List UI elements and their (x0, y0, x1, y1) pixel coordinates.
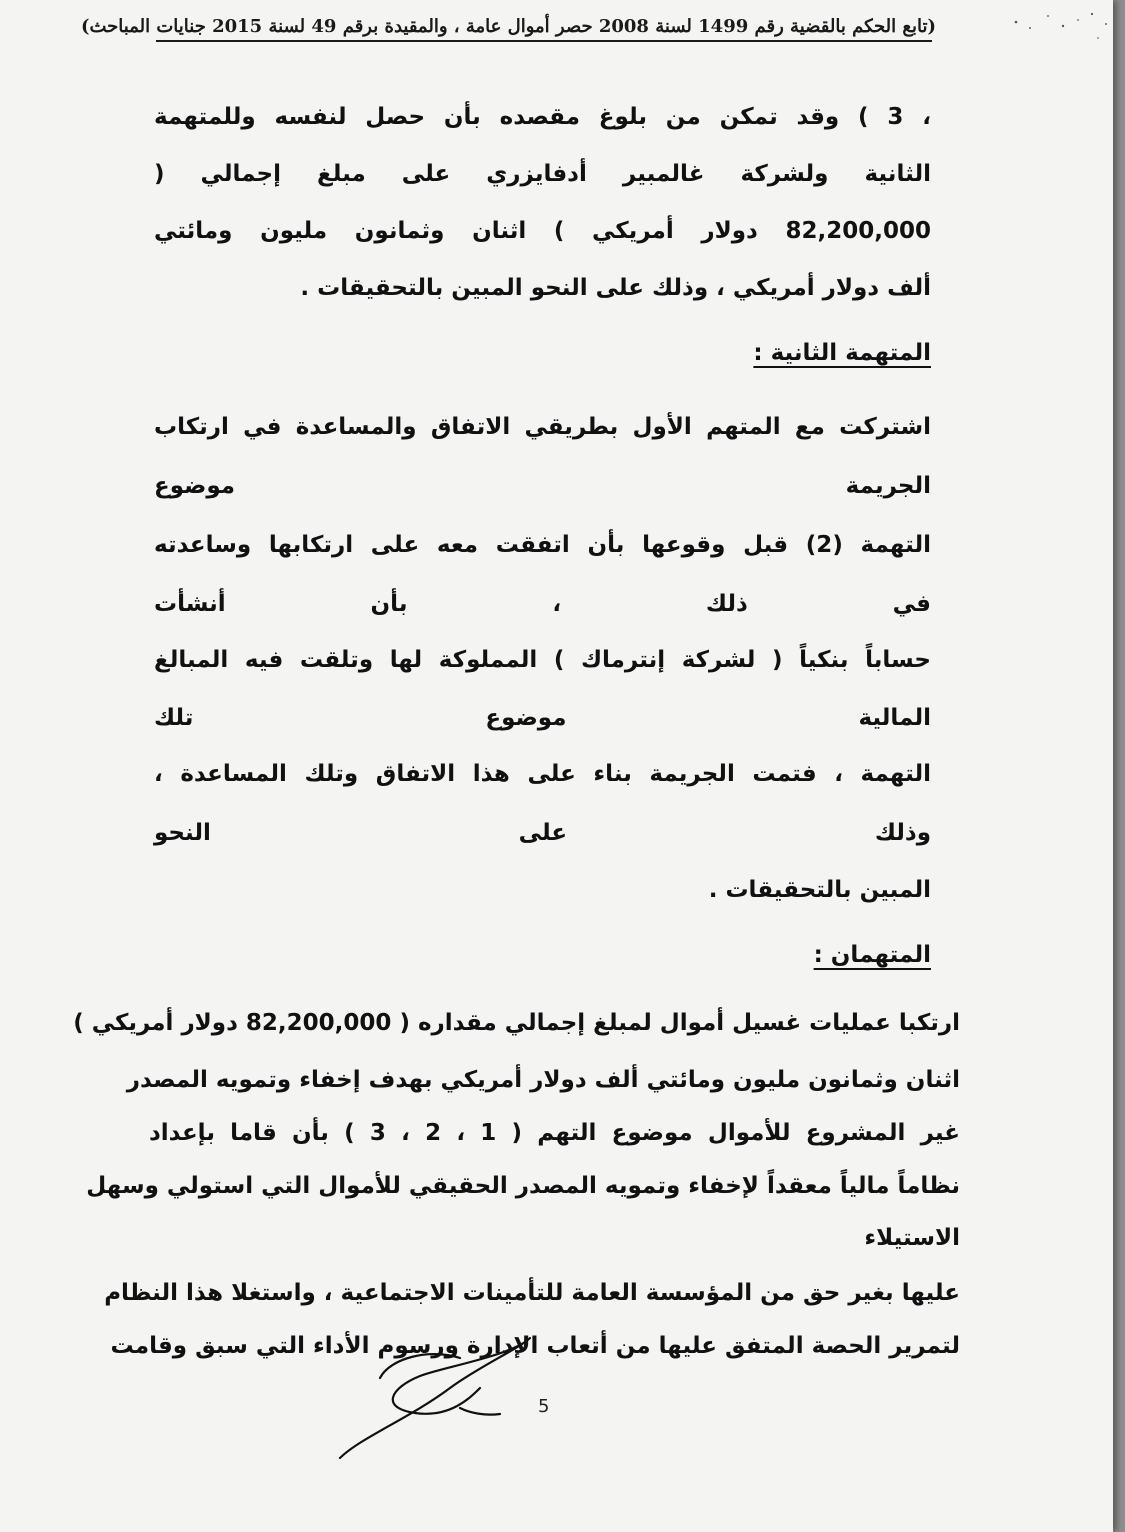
page-number: 5 (538, 1396, 550, 1417)
paragraph-line: التهمة ، فتمت الجريمة بناء على هذا الاتفاق وتلك المساعدة ، (154, 761, 931, 787)
paragraph-line: حساباً بنكياً ( لشركة إنترماك ) المملوكة لها وتلقت فيه المبالغ (154, 647, 931, 673)
scan-specks (1008, 8, 1118, 48)
paragraph-line: لتمرير الحصة المتفق عليها من أتعاب الإدارة ورسوم الأداء التي سبق وقامت (110, 1333, 960, 1359)
paragraph-line: غير المشروع للأموال موضوع التهم ( 1 ، 2 ، 3 ) بأن قاما بإعداد (149, 1120, 960, 1146)
paragraph-line: 82,200,000 دولار أمريكي ) اثنان وثمانون مليون ومائتي (154, 218, 931, 244)
paragraph-line: اشتركت مع المتهم الأول بطريقي الاتفاق والمساعدة في ارتكاب (154, 414, 931, 440)
paragraph-line: وذلك على النحو (154, 820, 931, 846)
paragraph-line: ألف دولار أمريكي ، وذلك على النحو المبين بالتحقيقات . (300, 275, 931, 301)
section-heading-second-accused: المتهمة الثانية : (753, 340, 931, 366)
case-reference-header: (تابع الحكم بالقضية رقم 1499 لسنة 2008 حصر أموال عامة ، والمقيدة برقم 49 لسنة 2015 جنايات المباحث) (80, 16, 936, 37)
paragraph-line: اثنان وثمانون مليون ومائتي ألف دولار أمريكي بهدف إخفاء وتمويه المصدر (126, 1067, 960, 1093)
header-underline (156, 40, 932, 42)
paragraph-line: المبين بالتحقيقات . (708, 877, 931, 903)
paragraph-line: المالية موضوع تلك (154, 705, 931, 731)
paragraph-line: عليها بغير حق من المؤسسة العامة للتأمينات الاجتماعية ، واستغلا هذا النظام (104, 1280, 960, 1306)
paragraph-line: الثانية ولشركة غالمبير أدفايزري على مبلغ إجمالي ( (154, 161, 931, 187)
paragraph-line: الاستيلاء (864, 1225, 960, 1251)
paragraph-line: التهمة (2) قبل وقوعها بأن اتفقت معه على ارتكابها وساعدته (154, 532, 931, 558)
paragraph-line: في ذلك ، بأن أنشأت (154, 591, 931, 617)
paragraph-line: الجريمة موضوع (154, 473, 931, 499)
paragraph-line: ارتكبا عمليات غسيل أموال لمبلغ إجمالي مقداره ( 82,200,000 دولار أمريكي ) (73, 1010, 960, 1036)
paragraph-line: ، 3 ) وقد تمكن من بلوغ مقصده بأن حصل لنفسه وللمتهمة (154, 104, 932, 130)
paragraph-line: نظاماً مالياً معقداً لإخفاء وتمويه المصدر الحقيقي للأموال التي استولي وسهل (86, 1173, 960, 1199)
signature-image (320, 1318, 540, 1468)
section-heading-both-accused: المتهمان : (813, 942, 931, 968)
